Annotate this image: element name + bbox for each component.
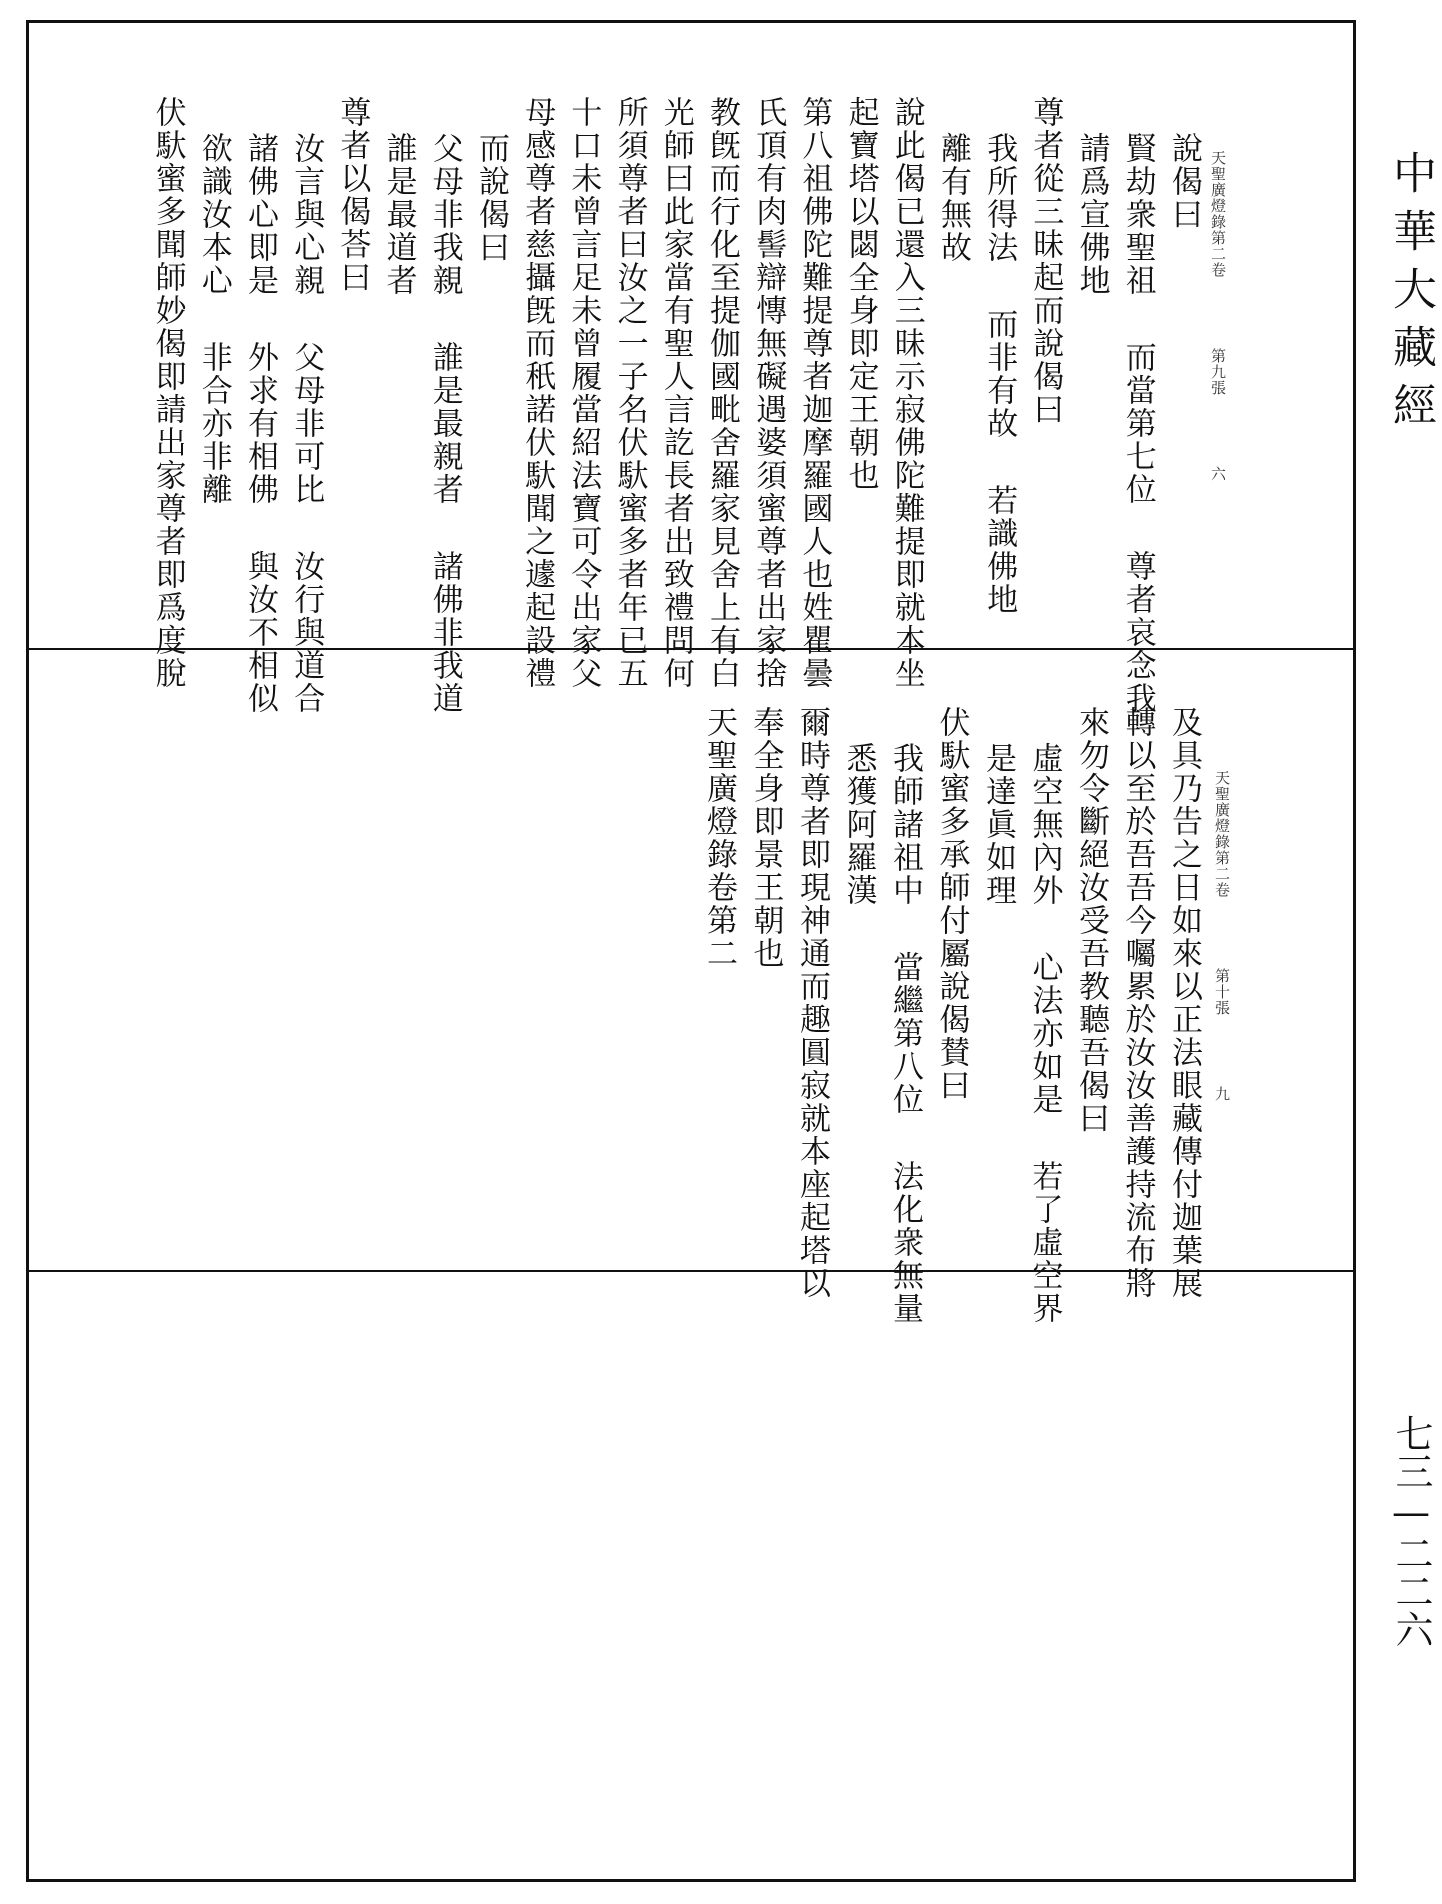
- text-column: [565, 96, 602, 690]
- text-segment: 所須尊者曰汝之一子名伏馱蜜多者年已五: [611, 96, 648, 690]
- text-column: [1119, 132, 1156, 715]
- text-segment: 父母非可比: [288, 341, 325, 506]
- text-segment: 我所得法: [981, 132, 1018, 264]
- text-segment: 非合亦非離: [195, 341, 232, 506]
- text-column: [701, 706, 737, 970]
- text-column: [1027, 96, 1064, 426]
- text-column: [1166, 132, 1202, 231]
- text-segment: 請爲宣佛地: [1073, 132, 1110, 297]
- text-column: [840, 742, 877, 907]
- text-segment: 而說偈曰: [473, 132, 509, 264]
- text-segment: 虛空無內外: [1026, 742, 1063, 907]
- text-segment: 誰是最親者: [426, 341, 463, 506]
- text-segment: 父母非我親: [426, 132, 463, 297]
- text-column: [657, 96, 694, 690]
- text-segment: 汝言與心親: [288, 132, 325, 297]
- text-segment: 尊者以偈荅曰: [334, 96, 371, 294]
- text-segment: 及具乃告之日如來以正法眼藏傳付迦葉展: [1166, 706, 1202, 1300]
- text-column: [1073, 132, 1110, 297]
- text-column: [334, 96, 371, 294]
- text-segment: 心法亦如是: [1026, 951, 1063, 1116]
- text-column: [1166, 706, 1202, 1300]
- text-segment: 尊者從三昧起而說偈曰: [1027, 96, 1064, 426]
- text-segment: 來勿令斷絕汝受吾教聽吾偈曰: [1073, 706, 1109, 1135]
- text-segment: 天聖廣燈錄卷第二: [701, 706, 737, 970]
- text-column: [1119, 706, 1156, 1300]
- text-segment: 賢劫衆聖祖: [1119, 132, 1156, 297]
- text-segment: 若識佛地: [981, 484, 1018, 616]
- header-book: 天聖廣燈錄第二卷: [1209, 150, 1227, 278]
- text-segment: 光師曰此家當有聖人言訖長者出致禮問何: [657, 96, 694, 690]
- text-segment: 而當第七位: [1119, 341, 1156, 506]
- text-segment: 十口未曾言足未曾履當紹法寶可令出家父: [565, 96, 602, 690]
- text-column: [242, 132, 278, 715]
- text-column: [933, 706, 970, 1102]
- text-column: [750, 96, 787, 690]
- text-segment: 奉全身即景王朝也: [747, 706, 784, 970]
- text-column: [704, 96, 740, 690]
- running-header: [1210, 150, 1225, 482]
- text-segment: 我師諸祖中: [887, 742, 923, 907]
- text-segment: 諸佛非我道: [426, 550, 463, 715]
- text-column: [980, 742, 1016, 907]
- panel-divider: [26, 1270, 1356, 1272]
- text-segment: 爾時尊者即現神通而趣圓寂就本座起塔以: [794, 706, 830, 1300]
- text-segment: 悉獲阿羅漢: [840, 742, 877, 907]
- text-column: [426, 132, 463, 715]
- text-column: [519, 96, 556, 690]
- header-book: 天聖廣燈錄第二卷: [1213, 770, 1231, 898]
- running-header: [1214, 770, 1229, 1102]
- text-segment: 若了虛空界: [1026, 1160, 1063, 1325]
- text-segment: 汝行與道合: [288, 550, 325, 715]
- header-sheet: 第十張: [1213, 968, 1231, 1016]
- text-column: [1026, 742, 1063, 1325]
- text-column: [473, 132, 509, 264]
- text-segment: 第八祖佛陀難提尊者迦摩羅國人也姓瞿曇: [796, 96, 833, 690]
- text-segment: 起寶塔以閟全身即定王朝也: [842, 96, 879, 492]
- text-segment: 欲識汝本心: [195, 132, 232, 297]
- text-column: [611, 96, 648, 690]
- header-num: 九: [1213, 1086, 1231, 1102]
- text-column: [380, 132, 417, 297]
- text-segment: 母感尊者慈攝旣而秖諾伏馱聞之遽起設禮: [519, 96, 556, 690]
- text-segment: 當繼第八位: [887, 951, 923, 1116]
- text-column: [149, 96, 186, 690]
- text-segment: 外求有相佛: [242, 341, 278, 506]
- collection-title: 中華大藏經: [1385, 150, 1436, 440]
- text-segment: 誰是最道者: [380, 132, 417, 297]
- text-segment: 法化衆無量: [887, 1160, 923, 1325]
- text-segment: 轉以至於吾吾今囑累於汝汝善護持流布將: [1119, 706, 1156, 1300]
- text-column: [1073, 706, 1109, 1135]
- text-segment: 而非有故: [981, 308, 1018, 440]
- text-segment: 是達眞如理: [980, 742, 1016, 907]
- text-column: [747, 706, 784, 970]
- text-segment: 與汝不相似: [242, 550, 278, 715]
- text-column: [842, 96, 879, 492]
- text-column: [935, 132, 971, 264]
- text-segment: 氏頂有肉髻辯慱無礙遇婆須蜜尊者出家捨: [750, 96, 787, 690]
- text-segment: 伏馱蜜多聞師妙偈即請出家尊者即爲度脫: [149, 96, 186, 690]
- text-column: [796, 96, 833, 690]
- text-column: [887, 742, 923, 1325]
- text-column: [981, 132, 1018, 616]
- header-num: 六: [1209, 466, 1227, 482]
- text-segment: 伏馱蜜多承師付屬說偈賛曰: [933, 706, 970, 1102]
- text-segment: 諸佛心即是: [242, 132, 278, 297]
- header-sheet: 第九張: [1209, 348, 1227, 396]
- text-column: [288, 132, 325, 715]
- text-segment: 教旣而行化至提伽國毗舍羅家見舍上有白: [704, 96, 740, 690]
- text-column: [888, 96, 925, 690]
- text-segment: 說此偈已還入三昧示寂佛陀難提即就本坐: [888, 96, 925, 690]
- text-segment: 離有無故: [935, 132, 971, 264]
- text-column: [794, 706, 830, 1300]
- text-column: [195, 132, 232, 506]
- page-number: 七三—二二六: [1389, 1414, 1433, 1648]
- text-segment: 說偈曰: [1166, 132, 1202, 231]
- text-segment: 尊者哀念我: [1119, 550, 1156, 715]
